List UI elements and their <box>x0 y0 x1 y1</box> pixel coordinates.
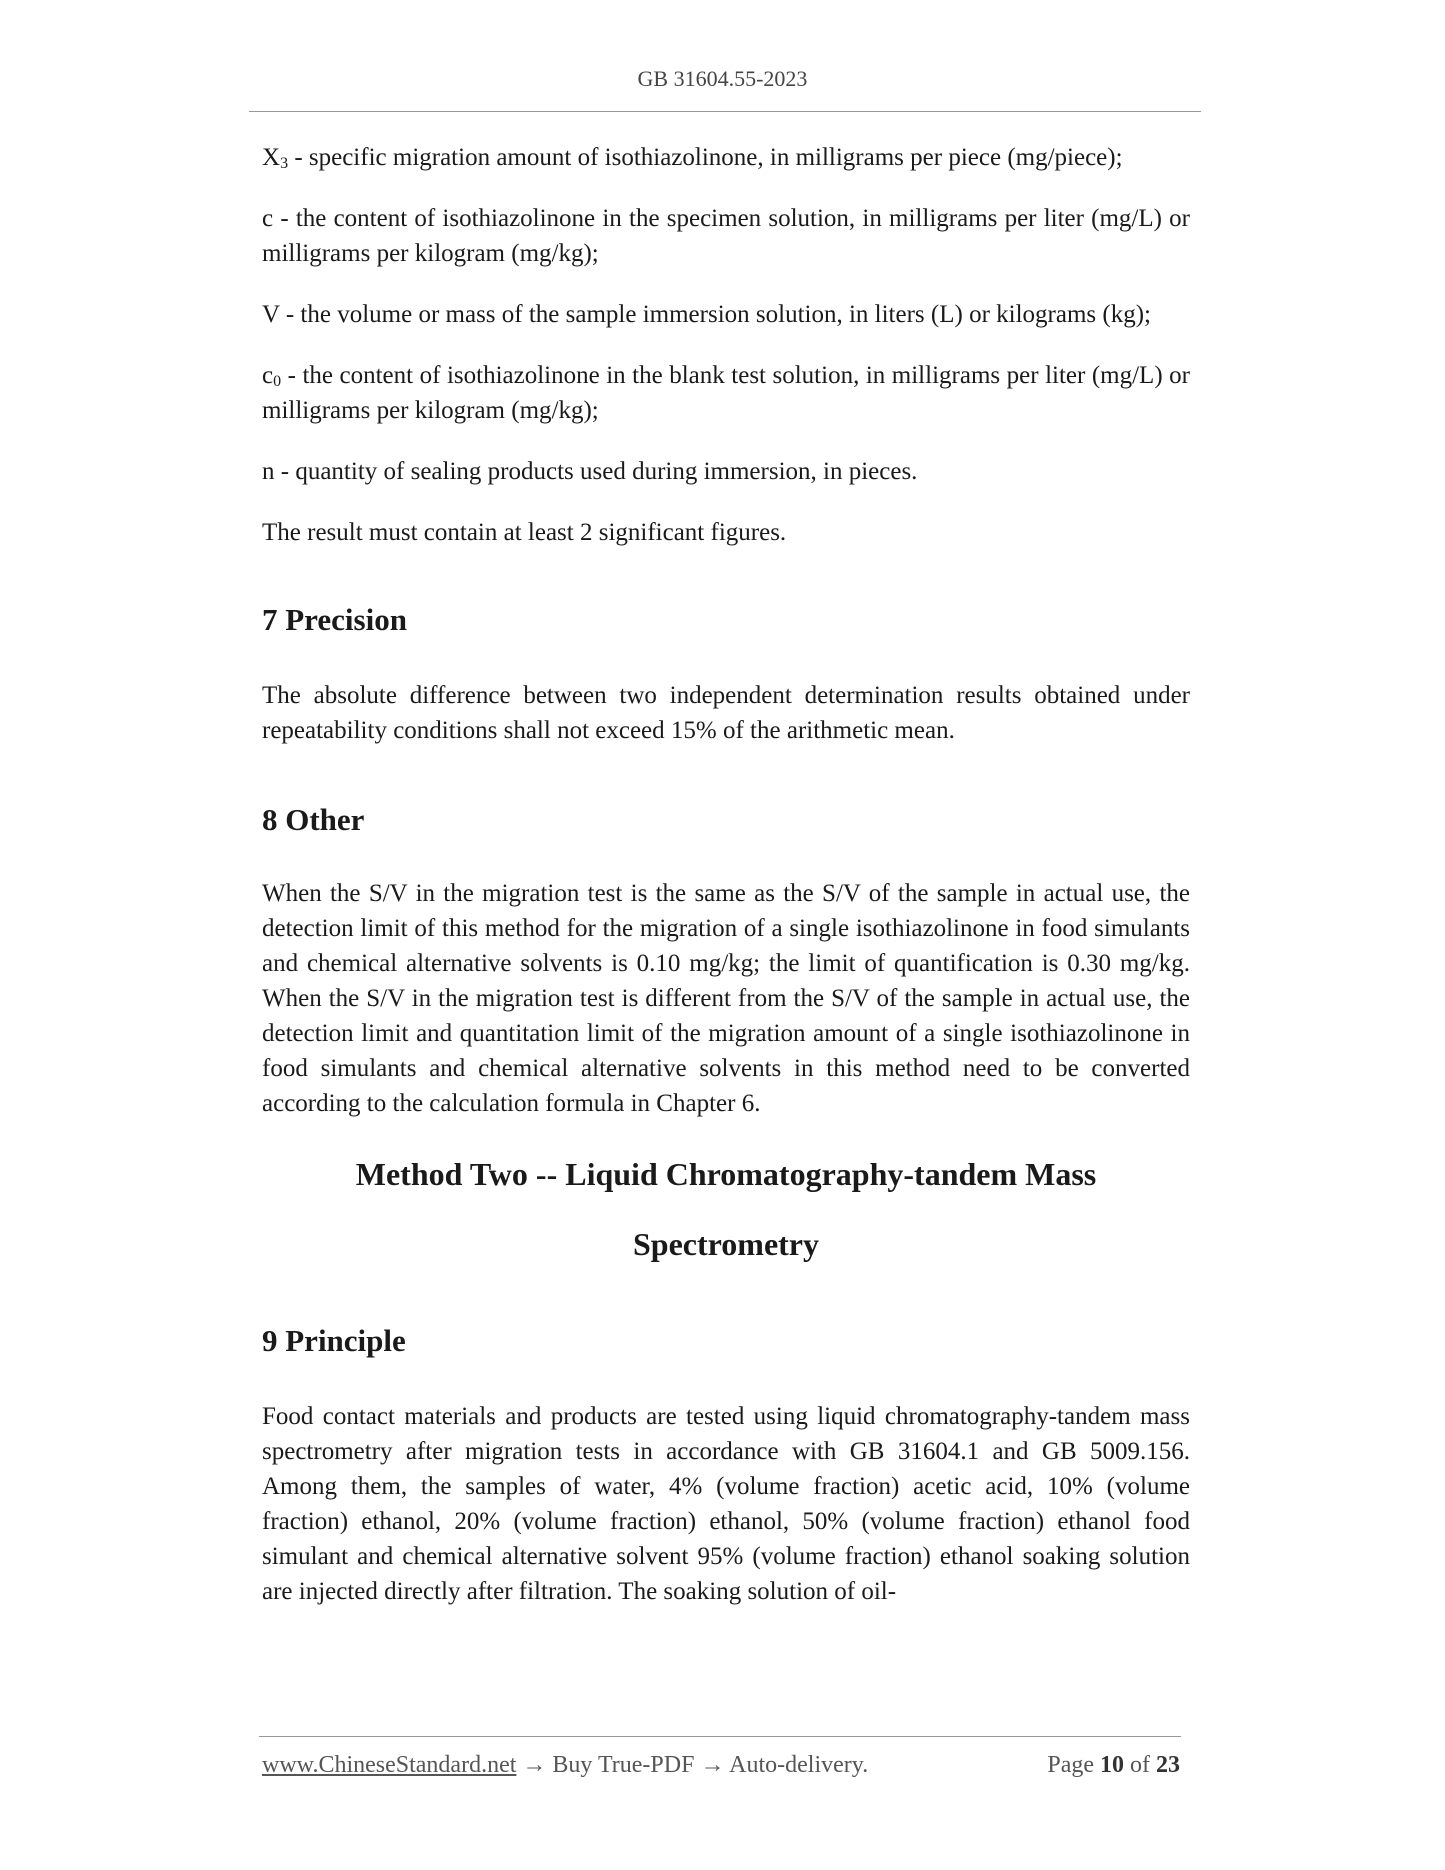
definition-symbol: n <box>262 458 275 485</box>
page-footer <box>262 1752 1180 1784</box>
section-9-heading: 9 Principle <box>262 1323 406 1358</box>
definition-text: - quantity of sealing products used during immersion, in pieces. <box>274 458 918 485</box>
definition-c0 <box>262 358 1190 428</box>
total-pages-number: 23 <box>1156 1752 1180 1778</box>
auto-delivery-text: Auto-delivery. <box>729 1752 869 1778</box>
section-9-body: Food contact materials and products are tested using liquid chromatography-tandem mass spectrometry after migration tests in accordance with GB 31604.1 and GB 5009.156. Among them, the samples of water, 4% (volume fraction) acetic acid, 10% (volume fraction) ethanol, 20% (volume fraction) ethanol, 50% (volume fraction) ethanol food simulant and chemical alternative solvent 95% (volume fraction) ethanol soaking solution are injected directly after filtration. The soaking solution of oil- <box>262 1403 1190 1605</box>
definition-text: - specific migration amount of isothiazolinone, in milligrams per piece (mg/piece); <box>288 144 1123 171</box>
of-label: of <box>1130 1752 1150 1778</box>
page-indicator <box>1047 1752 1180 1779</box>
definition-text: - the volume or mass of the sample immersion solution, in liters (L) or kilograms (kg); <box>279 301 1151 328</box>
definition-subscript: 0 <box>273 373 282 390</box>
footer-divider <box>259 1736 1181 1737</box>
document-number-header: GB 31604.55-2023 <box>637 66 808 91</box>
arrow-icon: → <box>522 1752 547 1778</box>
section-7-heading: 7 Precision <box>262 602 407 637</box>
definition-n <box>262 454 1190 489</box>
definition-symbol: X <box>262 144 281 171</box>
header-divider <box>249 111 1201 112</box>
arrow-icon: → <box>700 1752 725 1778</box>
method-two-title-line1: Method Two -- Liquid Chromatography-tandem Mass <box>355 1156 1097 1192</box>
page-label: Page <box>1047 1752 1094 1778</box>
section-8-heading: 8 Other <box>262 802 365 837</box>
method-two-title-line2: Spectrometry <box>633 1226 819 1262</box>
definition-c <box>262 201 1190 271</box>
definition-v <box>262 297 1190 332</box>
definition-symbol: V <box>262 301 280 328</box>
definition-symbol: c <box>262 205 274 232</box>
definition-subscript: 3 <box>280 155 289 172</box>
definition-symbol: c <box>262 362 274 389</box>
buy-pdf-text: Buy True-PDF <box>552 1752 695 1778</box>
section-7-body: The absolute difference between two independent determination results obtained under repeatability conditions shall not exceed 15% of the arithmetic mean. <box>262 682 1190 744</box>
result-note: The result must contain at least 2 significant figures. <box>262 519 787 546</box>
definition-x3 <box>262 140 1190 175</box>
section-8-body: When the S/V in the migration test is the same as the S/V of the sample in actual use, the detection limit of this method for the migration of a single isothiazolinone in food simulants and chemical alternative solvents is 0.10 mg/kg; the limit of quantification is 0.30 mg/kg. When the S/V in the migration test is different from the S/V of the sample in actual use, the detection limit and quantitation limit of the migration amount of a single isothiazolinone in food simulants and chemical alternative solvents in this method need to be converted according to the calculation formula in Chapter 6. <box>262 880 1190 1117</box>
page-content <box>262 140 1190 1609</box>
website-link[interactable]: www.ChineseStandard.net <box>262 1752 517 1778</box>
definition-text: - the content of isothiazolinone in the blank test solution, in milligrams per liter (mg/L) or milligrams per kilogram (mg/kg); <box>262 362 1190 424</box>
current-page-number: 10 <box>1100 1752 1124 1778</box>
definition-text: - the content of isothiazolinone in the specimen solution, in milligrams per liter (mg/L) or milligrams per kilogram (mg/kg); <box>262 205 1190 267</box>
